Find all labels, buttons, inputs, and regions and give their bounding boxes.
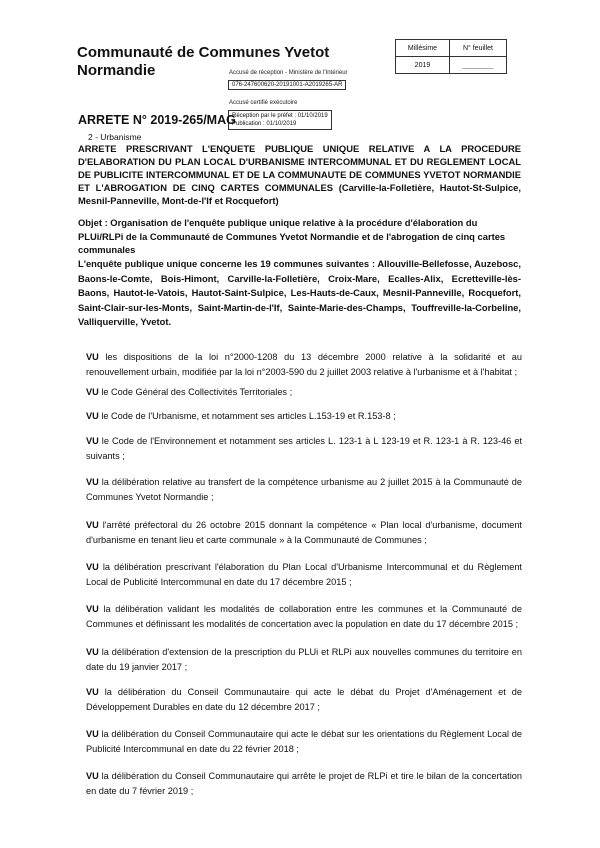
vu-item bbox=[86, 602, 522, 632]
vu-text: l'arrêté préfectoral du 26 octobre 2015 donnant la compétence « Plan local d'urbanisme, document d'urbanisme en tenant lieu et carte communale » à la Communauté de Communes ; bbox=[86, 520, 522, 545]
arrete-number: ARRETE N° 2019-265/MAG bbox=[78, 113, 236, 127]
vu-keyword: VU bbox=[86, 771, 99, 781]
feuillet-value: ________ bbox=[449, 57, 506, 74]
objet-paragraph: Objet : Organisation de l'enquête publique unique relative à la procédure d'élaboration du PLUi/RLPi de la Communauté de Communes Yvetot Normandie et de l'abrogation de cinq cartes communales bbox=[78, 217, 506, 255]
millesime-table bbox=[395, 39, 507, 74]
reception-line: Réception par le préfet : 01/10/2019 bbox=[232, 113, 328, 119]
vu-item bbox=[86, 350, 522, 380]
vu-keyword: VU bbox=[86, 477, 99, 487]
vu-keyword: VU bbox=[86, 411, 99, 421]
publication-line: Publication : 01/10/2019 bbox=[232, 121, 297, 127]
vu-keyword: VU bbox=[86, 520, 99, 530]
vu-item bbox=[86, 727, 522, 757]
organization-name-line1: Communauté de Communes Yvetot bbox=[77, 44, 330, 61]
vu-item bbox=[86, 560, 522, 590]
vu-item bbox=[86, 645, 522, 675]
vu-text: le Code Général des Collectivités Territoriales ; bbox=[98, 387, 293, 397]
vu-keyword: VU bbox=[86, 436, 99, 446]
vu-item bbox=[86, 518, 522, 548]
vu-text: la délibération relative au transfert de la compétence urbanisme au 2 juillet 2015 à la Communauté de Communes Yvetot Normandie ; bbox=[86, 477, 522, 502]
accuse-reception-label: Accusé de réception - Ministère de l'Intérieur bbox=[229, 70, 348, 76]
vu-item bbox=[86, 409, 522, 424]
communes-paragraph: L'enquête publique unique concerne les 19 communes suivantes : Allouville-Bellefosse, Auzebosc, Baons-le-Comte, Bois-Himont, Carville-la-Folletière, Croix-Mare, Ecalles-Alix, Ecretteville-lès-Baons, Hautot-le-Vatois, Hautot-Saint-Sulpice, Les-Hauts-de-Caux, Mesnil-Panneville, Rocquefort, Saint-Clair-sur-les-Monts, Saint-Martin-de-l'If, Sainte-Marie-des-Champs, Touffreville-la-Corbeline, Valliquerville, Yvetot. bbox=[78, 258, 521, 327]
vu-keyword: VU bbox=[86, 352, 99, 362]
vu-text: la délibération validant les modalités de collaboration entre les communes et la Communauté de Communes et définissant les modalités de concertation avec la population en date du 17 décembre 2015 ; bbox=[86, 604, 522, 629]
vu-keyword: VU bbox=[86, 562, 99, 572]
reception-publication-box bbox=[228, 110, 332, 130]
vu-keyword: VU bbox=[86, 647, 99, 657]
vu-text: la délibération d'extension de la prescription du PLUi et RLPi aux nouvelles communes du territoire en date du 19 janvier 2017 ; bbox=[86, 647, 522, 672]
vu-item bbox=[86, 685, 522, 715]
vu-text: les dispositions de la loi n°2000-1208 du 13 décembre 2000 relative à la solidarité et au renouvellement urbain, modifiée par la loi n°2003-590 du 2 juillet 2003 relative à l'urbanisme et à l'habitat ; bbox=[86, 352, 522, 377]
accuse-certifie-label: Accusé certifié exécutoire bbox=[229, 100, 298, 106]
vu-text: la délibération du Conseil Communautaire qui acte le débat sur les orientations du Règlement Local de Publicité Intercommunal en date du 22 février 2018 ; bbox=[86, 729, 522, 754]
vu-item bbox=[86, 475, 522, 505]
organization-name-line2: Normandie bbox=[77, 62, 156, 79]
vu-text: la délibération du Conseil Communautaire qui acte le débat du Projet d'Aménagement et de Développement Durables en date du 12 décembre 2017 ; bbox=[86, 687, 522, 712]
millesime-value: 2019 bbox=[396, 57, 450, 74]
section-label: 2 - Urbanisme bbox=[88, 132, 142, 142]
millesime-header: Millésime bbox=[396, 40, 450, 57]
vu-keyword: VU bbox=[86, 687, 99, 697]
accuse-reception-id: 076-247600620-20191001-A2019265-AR bbox=[228, 80, 346, 90]
vu-keyword: VU bbox=[86, 387, 99, 397]
vu-text: la délibération du Conseil Communautaire qui arrête le projet de RLPi et tire le bilan de la concertation en date du 7 février 2019 ; bbox=[86, 771, 522, 796]
vu-item bbox=[86, 385, 522, 400]
vu-item bbox=[86, 769, 522, 799]
feuillet-header: N° feuillet bbox=[449, 40, 506, 57]
vu-text: le Code de l'Urbanisme, et notamment ses articles L.153-19 et R.153-8 ; bbox=[98, 411, 396, 421]
vu-keyword: VU bbox=[86, 729, 99, 739]
arrete-title: ARRETE PRESCRIVANT L'ENQUETE PUBLIQUE UNIQUE RELATIVE A LA PROCEDURE D'ELABORATION DU PLAN LOCAL D'URBANISME INTERCOMMUNAL ET DU REGLEMENT LOCAL DE PUBLICITE INTERCOMMUNAL ET DE LA COMMUNAUTE DE COMMUNES YVETOT NORMANDIE ET L'ABROGATION DE CINQ CARTES COMMUNALES (Carville-la-Folletière, Hautot-St-Sulpice, Mesnil-Panneville, Mont-de-l'If et Rocquefort) bbox=[78, 143, 521, 206]
vu-keyword: VU bbox=[86, 604, 99, 614]
vu-text: la délibération prescrivant l'élaboration du Plan Local d'Urbanisme Intercommunal et du Règlement Local de Publicité Intercommunal en date du 17 décembre 2015 ; bbox=[86, 562, 522, 587]
vu-item bbox=[86, 434, 522, 464]
vu-text: le Code de l'Environnement et notamment ses articles L. 123-1 à L 123-19 et R. 123-1 à R. 123-46 et suivants ; bbox=[86, 436, 522, 461]
